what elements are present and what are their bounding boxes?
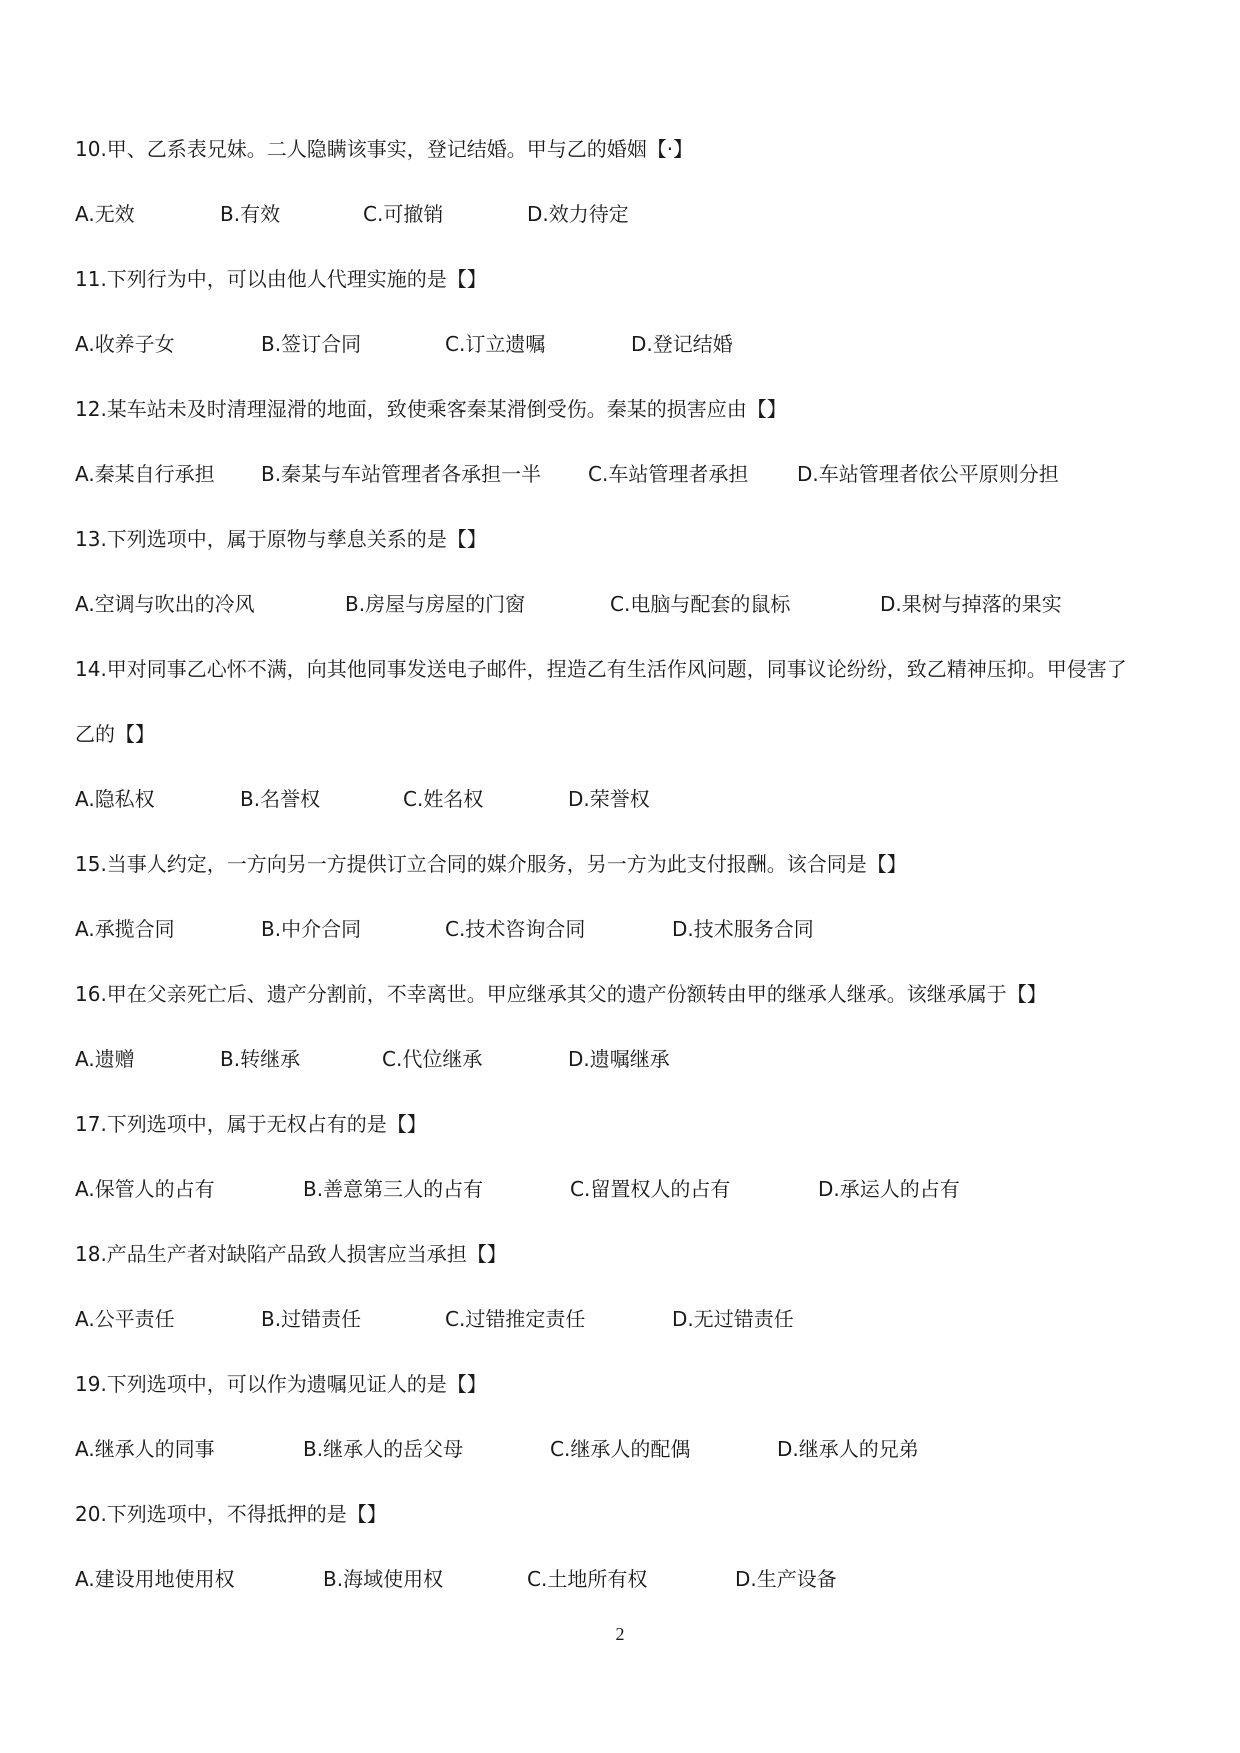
option-c: C.土地所有权 [527,1567,648,1591]
question-stem: 12.某车站未及时清理湿滑的地面，致使乘客秦某滑倒受伤。秦某的损害应由【】 [75,397,787,421]
option-d: D.无过错责任 [672,1307,794,1331]
option-a: A.秦某自行承担 [75,462,215,486]
option-row [75,1562,1175,1627]
option-d: D.技术服务合同 [672,917,814,941]
option-a: A.收养子女 [75,332,175,356]
question-stem: 16.甲在父亲死亡后、遗产分割前，不幸离世。甲应继承其父的遗产份额转由甲的继承人继承。该继承属于【】 [75,982,1047,1006]
option-b: B.秦某与车站管理者各承担一半 [261,462,542,486]
option-row [75,457,1175,522]
option-row [75,1432,1175,1497]
option-c: C.留置权人的占有 [570,1177,731,1201]
option-c: C.订立遗嘱 [445,332,546,356]
option-b: B.继承人的岳父母 [303,1437,464,1461]
option-a: A.遗赠 [75,1047,135,1071]
option-a: A.空调与吹出的冷风 [75,592,255,616]
question-stem: 20.下列选项中，不得抵押的是【】 [75,1502,387,1526]
option-row [75,1302,1175,1367]
option-b: B.转继承 [220,1047,301,1071]
option-a: A.无效 [75,202,135,226]
question-stem: 15.当事人约定，一方向另一方提供订立合同的媒介服务，另一方为此支付报酬。该合同是【】 [75,852,907,876]
option-row [75,1172,1175,1237]
option-row [75,327,1175,392]
option-b: B.中介合同 [261,917,362,941]
option-a: A.建设用地使用权 [75,1567,235,1591]
question-stem: 10.甲、乙系表兄妹。二人隐瞒该事实，登记结婚。甲与乙的婚姻【·】 [75,137,694,161]
option-a: A.隐私权 [75,787,155,811]
option-c: C.过错推定责任 [445,1307,586,1331]
option-d: D.车站管理者依公平原则分担 [797,462,1059,486]
option-b: B.房屋与房屋的门窗 [345,592,526,616]
question-list [75,132,1175,1627]
option-c: C.可撤销 [363,202,444,226]
option-c: C.代位继承 [382,1047,483,1071]
option-a: A.公平责任 [75,1307,175,1331]
question-stem: 17.下列选项中，属于无权占有的是【】 [75,1112,427,1136]
question-stem: 11.下列行为中，可以由他人代理实施的是【】 [75,267,487,291]
option-b: B.有效 [220,202,281,226]
option-d: D.遗嘱继承 [568,1047,670,1071]
option-row [75,912,1175,977]
option-row [75,1042,1175,1107]
option-d: D.承运人的占有 [818,1177,960,1201]
option-b: B.善意第三人的占有 [303,1177,484,1201]
option-b: B.过错责任 [261,1307,362,1331]
option-d: D.继承人的兄弟 [777,1437,919,1461]
option-a: A.继承人的同事 [75,1437,215,1461]
option-c: C.技术咨询合同 [445,917,586,941]
option-row [75,197,1175,262]
option-c: C.电脑与配套的鼠标 [610,592,791,616]
option-row [75,782,1175,847]
option-d: D.登记结婚 [631,332,733,356]
option-d: D.果树与掉落的果实 [880,592,1062,616]
option-a: A.承揽合同 [75,917,175,941]
option-c: C.继承人的配偶 [550,1437,691,1461]
option-b: B.海域使用权 [323,1567,444,1591]
option-b: B.签订合同 [261,332,362,356]
question-stem: 13.下列选项中，属于原物与孳息关系的是【】 [75,527,487,551]
question-stem: 18.产品生产者对缺陷产品致人损害应当承担【】 [75,1242,507,1266]
option-a: A.保管人的占有 [75,1177,215,1201]
question-stem-continued: 乙的【】 [75,722,155,746]
page-number: 2 [615,1624,625,1644]
question-stem: 19.下列选项中，可以作为遗嘱见证人的是【】 [75,1372,487,1396]
option-b: B.名誉权 [240,787,321,811]
option-d: D.效力待定 [527,202,629,226]
option-c: C.车站管理者承担 [588,462,749,486]
option-c: C.姓名权 [403,787,484,811]
option-d: D.生产设备 [735,1567,837,1591]
option-d: D.荣誉权 [568,787,650,811]
question-stem: 14.甲对同事乙心怀不满，向其他同事发送电子邮件，捏造乙有生活作风问题，同事议论纷纷，致乙精神压抑。甲侵害了 [75,657,1127,681]
option-row [75,587,1175,652]
